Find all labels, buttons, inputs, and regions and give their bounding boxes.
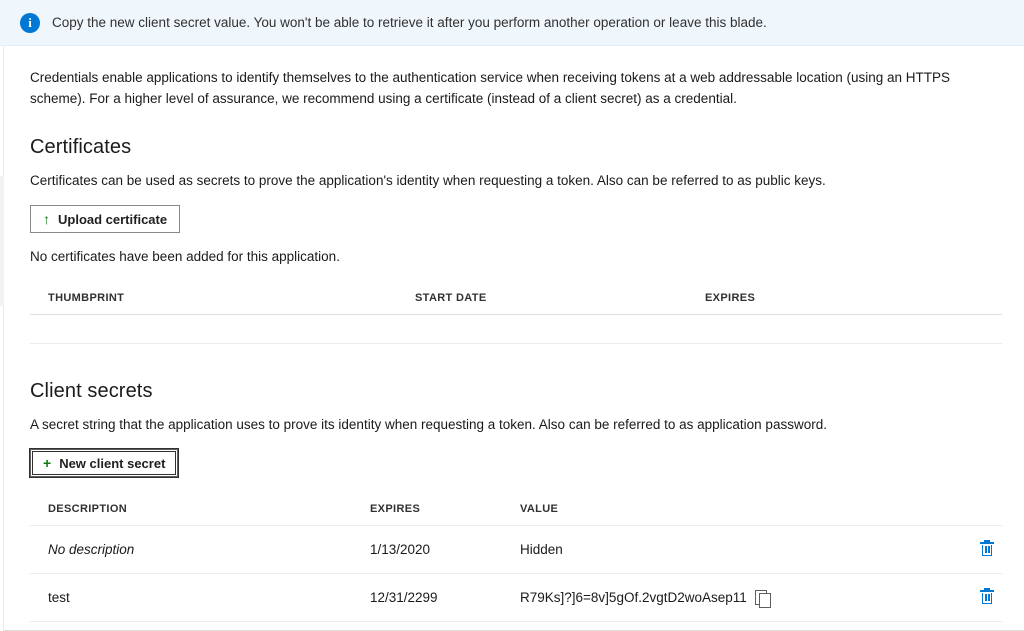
certificates-description: Certificates can be used as secrets to prove the application's identity when requesting a token. Also can be referred to as public keys. <box>30 172 826 188</box>
upload-certificate-button[interactable] <box>30 205 180 233</box>
secret-actions <box>942 526 1002 574</box>
secret-expires: 12/31/2299 <box>370 574 520 622</box>
secret-value: Hidden <box>520 526 942 574</box>
certificates-header-row <box>30 282 1002 315</box>
table-row[interactable] <box>30 574 1002 622</box>
new-client-secret-button[interactable] <box>30 449 178 477</box>
secrets-col-actions <box>942 493 1002 526</box>
certificates-col-thumbprint: THUMBPRINT <box>30 282 415 315</box>
table-row[interactable] <box>30 526 1002 574</box>
upload-certificate-label: Upload certificate <box>58 211 168 227</box>
info-icon: i <box>20 13 40 33</box>
credentials-intro-text: Credentials enable applications to identify themselves to the authentication service when receiving tokens at a web addressable location (using an HTTPS scheme). For a higher level of assurance, we recommend using a certificate (instead of a client secret) as a credential. <box>30 70 951 106</box>
secret-description: test <box>30 574 370 622</box>
new-client-secret-label: New client secret <box>59 455 166 471</box>
plus-icon: + <box>43 455 52 472</box>
upload-arrow-icon: ↑ <box>43 211 50 228</box>
certificates-empty-row <box>30 315 1002 344</box>
trash-icon[interactable] <box>980 540 994 556</box>
secret-value: R79Ks]?]6=8v]5gOf.2vgtD2woAsep11 <box>520 590 747 606</box>
no-certificates-message: No certificates have been added for this application. <box>30 249 340 265</box>
secret-description: No description <box>30 526 370 574</box>
trash-icon[interactable] <box>980 588 994 604</box>
client-secrets-table <box>30 493 1002 622</box>
client-secrets-heading: Client secrets <box>30 380 153 403</box>
secrets-col-value: VALUE <box>520 493 942 526</box>
content-area <box>0 46 1024 622</box>
info-banner-message: Copy the new client secret value. You won't be able to retrieve it after you perform another operation or leave this blade. <box>52 15 767 30</box>
secret-value-cell <box>520 574 942 622</box>
secret-actions <box>942 574 1002 622</box>
certificates-table <box>30 282 1002 344</box>
left-edge-strip <box>0 46 4 631</box>
secrets-col-expires: EXPIRES <box>370 493 520 526</box>
copy-icon[interactable] <box>755 590 771 606</box>
certificates-col-expires: EXPIRES <box>705 282 1002 315</box>
certificates-heading: Certificates <box>30 135 132 158</box>
info-banner <box>0 0 1024 46</box>
secret-expires: 1/13/2020 <box>370 526 520 574</box>
left-edge-notch <box>0 176 4 306</box>
client-secrets-header-row <box>30 493 1002 526</box>
secrets-col-description: DESCRIPTION <box>30 493 370 526</box>
client-secrets-description: A secret string that the application uses to prove its identity when requesting a token. Also can be referred to as application password. <box>30 417 827 433</box>
certificates-col-start-date: START DATE <box>415 282 705 315</box>
